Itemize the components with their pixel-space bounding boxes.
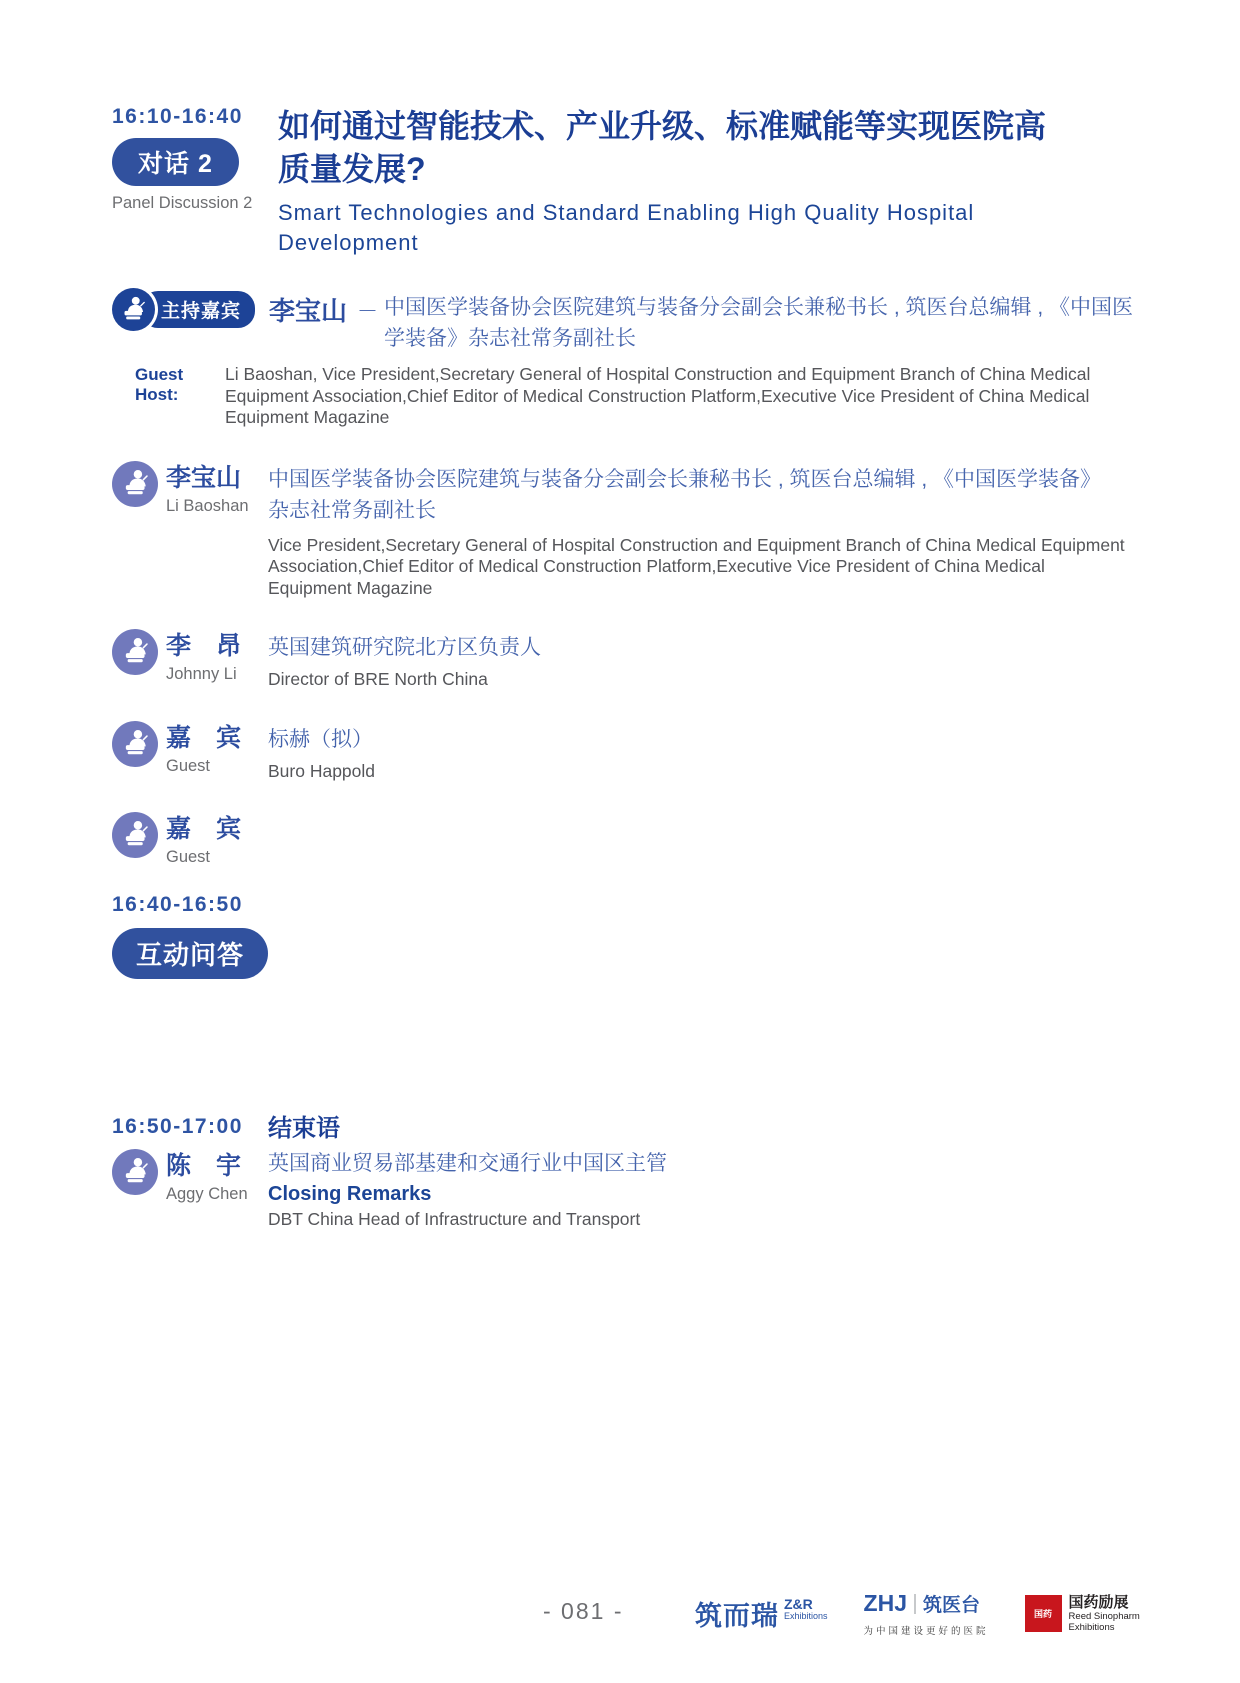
speaker-role-zh: 英国建筑研究院北方区负责人	[268, 636, 541, 659]
host-badge: 主持嘉宾	[141, 291, 255, 328]
reed-sinopharm-logo	[1025, 1594, 1140, 1633]
qa-time: 16:40-16:50	[112, 893, 243, 916]
speaker-role	[268, 721, 1130, 783]
zr-logo-subtitle: Exhibitions	[784, 1611, 828, 1621]
zhj-logo-tagline: 为中国建设更好的医院	[863, 1626, 989, 1637]
speaker-name-en: Guest	[166, 756, 211, 775]
closing-title-zh: 结束语	[268, 1115, 340, 1142]
reed-logo-text	[1069, 1594, 1140, 1633]
guest-host-label: Guest Host:	[135, 365, 184, 404]
zhj-logo-top	[864, 1590, 989, 1617]
speaker-row	[112, 629, 1130, 691]
closing-role-zh: 英国商业贸易部基建和交通行业中国区主管	[268, 1152, 667, 1175]
closing-section	[112, 1115, 1130, 1230]
speaker-row	[112, 721, 1130, 783]
person-at-podium-icon	[121, 1155, 150, 1189]
host-row	[112, 288, 1140, 354]
footer-logos	[695, 1590, 1140, 1637]
page-footer	[0, 1582, 1240, 1662]
host-dash: －	[357, 300, 379, 323]
speaker-identity	[112, 812, 268, 867]
speaker-identity	[112, 629, 268, 691]
reed-logo-mark-icon: 国药	[1025, 1595, 1062, 1632]
person-at-podium-icon	[121, 818, 150, 852]
speaker-name-zh: 嘉 宾	[166, 815, 242, 843]
speaker-names	[166, 1149, 248, 1204]
host-badge-group	[112, 288, 255, 331]
closing-remarks-en: Closing Remarks	[268, 1183, 432, 1205]
host-name-zh: 李宝山	[269, 296, 348, 326]
speaker-avatar	[112, 461, 158, 507]
qa-badge: 互动问答	[112, 928, 268, 979]
session-badge: 对话 2	[112, 138, 239, 186]
guest-host-desc: Li Baoshan, Vice President,Secretary General of Hospital Construction and Equipment Branch of China Medical Equipment Association,Chief Editor of Medical Construction Platform,Executive Vice President of China Medical Equipment Magazine	[225, 364, 1091, 427]
zhj-logo	[864, 1590, 989, 1637]
session-time: 16:10-16:40	[112, 105, 243, 128]
speaker-identity	[112, 461, 268, 600]
page-number: - 081 -	[543, 1598, 624, 1624]
closing-right	[268, 1115, 1130, 1230]
qa-section	[112, 893, 1240, 979]
closing-speaker-identity	[112, 1149, 268, 1204]
zhj-logo-abbr: ZHJ	[863, 1590, 907, 1616]
speaker-role	[268, 461, 1130, 600]
speaker-avatar	[112, 1149, 158, 1195]
zr-logo-en	[784, 1597, 828, 1622]
speaker-avatar	[112, 629, 158, 675]
speaker-row	[112, 461, 1130, 600]
person-at-podium-icon	[121, 467, 150, 501]
reed-logo-en1: Reed Sinopharm	[1068, 1611, 1140, 1622]
speaker-name-zh: 嘉 宾	[166, 723, 242, 752]
session-title-en: Smart Technologies and Standard Enabling High Quality Hospital Development	[278, 200, 975, 255]
zr-logo-abbr: Z&R	[784, 1596, 813, 1612]
speaker-role-en: Vice President,Secretary General of Hospital Construction and Equipment Branch of China Medical Equipment Association,Chief Editor of Medical Construction Platform,Executive Vice President of China Medical Equipment Magazine	[268, 534, 1125, 598]
speaker-name-zh: 李 昂	[166, 632, 242, 660]
speaker-names	[166, 812, 241, 867]
speaker-role	[268, 629, 1130, 691]
speaker-name-zh: 陈 宇	[166, 1152, 242, 1180]
speaker-role-zh: 标赫（拟）	[268, 727, 373, 751]
reed-logo-zh: 国药励展	[1068, 1594, 1129, 1611]
zhj-logo-divider	[914, 1594, 916, 1614]
speaker-identity	[112, 721, 268, 783]
speaker-role-zh: 中国医学装备协会医院建筑与装备分会副会长兼秘书长 , 筑医台总编辑 , 《中国医学装备》杂志社常务副社长	[268, 467, 1102, 522]
speaker-avatar	[112, 721, 158, 767]
session-header-left	[112, 105, 278, 258]
person-at-podium-icon	[120, 294, 147, 326]
speaker-role-en: Buro Happold	[268, 760, 376, 781]
speaker-name-en: Li Baoshan	[166, 496, 249, 515]
closing-role-en: DBT China Head of Infrastructure and Transport	[268, 1209, 641, 1229]
speaker-names	[166, 721, 241, 776]
zhj-logo-zh: 筑医台	[922, 1595, 980, 1616]
speaker-name-en: Johnny Li	[166, 665, 237, 683]
session-badge-subtitle: Panel Discussion 2	[112, 194, 253, 212]
host-avatar	[112, 288, 155, 331]
closing-left	[112, 1115, 268, 1230]
zr-logo-zh: 筑而瑞	[695, 1601, 779, 1631]
speaker-avatar	[112, 812, 158, 858]
person-at-podium-icon	[121, 635, 150, 669]
session-title-zh: 如何通过智能技术、产业升级、标准赋能等实现医院高质量发展?	[278, 108, 1047, 187]
speaker-names	[166, 461, 249, 516]
zr-exhibitions-logo	[695, 1594, 828, 1633]
host-role-zh: 中国医学装备协会医院建筑与装备分会副会长兼秘书长 , 筑医台总编辑 , 《中国医学装备》杂志社常务副社长	[384, 296, 1134, 350]
person-at-podium-icon	[121, 727, 150, 761]
reed-logo-en2: Exhibitions	[1068, 1622, 1115, 1633]
speaker-name-zh: 李宝山	[166, 463, 242, 492]
guest-host-block	[135, 364, 1135, 429]
closing-time: 16:50-17:00	[112, 1115, 243, 1138]
session-header	[112, 0, 1240, 258]
session-header-right	[278, 105, 1078, 258]
speaker-name-en: Aggy Chen	[166, 1185, 248, 1203]
speaker-names	[166, 629, 241, 684]
speaker-name-en: Guest	[166, 848, 211, 866]
speaker-role-en: Director of BRE North China	[268, 669, 488, 689]
speaker-role	[268, 812, 1130, 867]
speaker-row	[112, 812, 1130, 867]
